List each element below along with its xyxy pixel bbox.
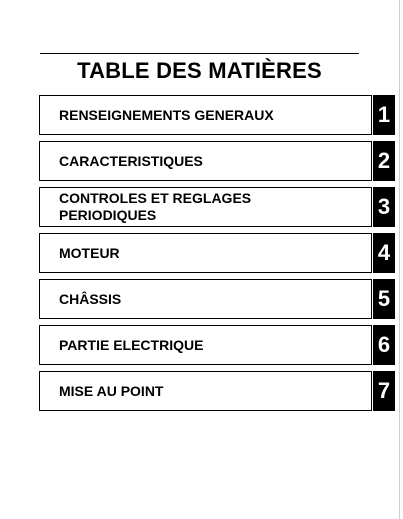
toc-item-label: CONTROLES ET REGLAGES PERIODIQUES — [59, 190, 252, 223]
title-rule — [40, 53, 359, 54]
toc-item-specifications[interactable] — [39, 141, 395, 181]
section-tab-number[interactable]: 5 — [373, 279, 395, 319]
toc-item-label: PARTIE ELECTRIQUE — [59, 336, 204, 353]
section-tab-number[interactable]: 3 — [373, 187, 395, 227]
toc-item-engine[interactable] — [39, 233, 395, 273]
page-title: TABLE DES MATIÈRES — [77, 58, 322, 83]
toc-item-label: MISE AU POINT — [59, 382, 164, 399]
section-tab-number[interactable]: 7 — [373, 371, 395, 411]
toc-item-box — [39, 325, 372, 365]
toc-item-tuning[interactable] — [39, 371, 395, 411]
toc-item-box — [39, 187, 372, 227]
section-tab-number[interactable]: 2 — [373, 141, 395, 181]
toc-item-label: RENSEIGNEMENTS GENERAUX — [59, 106, 274, 123]
toc-item-general-information[interactable] — [39, 95, 395, 135]
page-edge-rule — [399, 0, 400, 519]
toc-item-box — [39, 233, 372, 273]
toc-item-box — [39, 371, 372, 411]
section-tab-number[interactable]: 4 — [373, 233, 395, 273]
table-of-contents — [39, 95, 395, 417]
toc-item-periodic-checks[interactable] — [39, 187, 395, 227]
toc-item-chassis[interactable] — [39, 279, 395, 319]
toc-item-label: CHÂSSIS — [59, 290, 122, 307]
toc-item-box — [39, 95, 372, 135]
toc-item-label: MOTEUR — [59, 244, 120, 261]
toc-item-label: CARACTERISTIQUES — [59, 152, 203, 169]
toc-item-box — [39, 141, 372, 181]
section-tab-number[interactable]: 1 — [373, 95, 395, 135]
toc-item-electrical[interactable] — [39, 325, 395, 365]
toc-item-box — [39, 279, 372, 319]
section-tab-number[interactable]: 6 — [373, 325, 395, 365]
